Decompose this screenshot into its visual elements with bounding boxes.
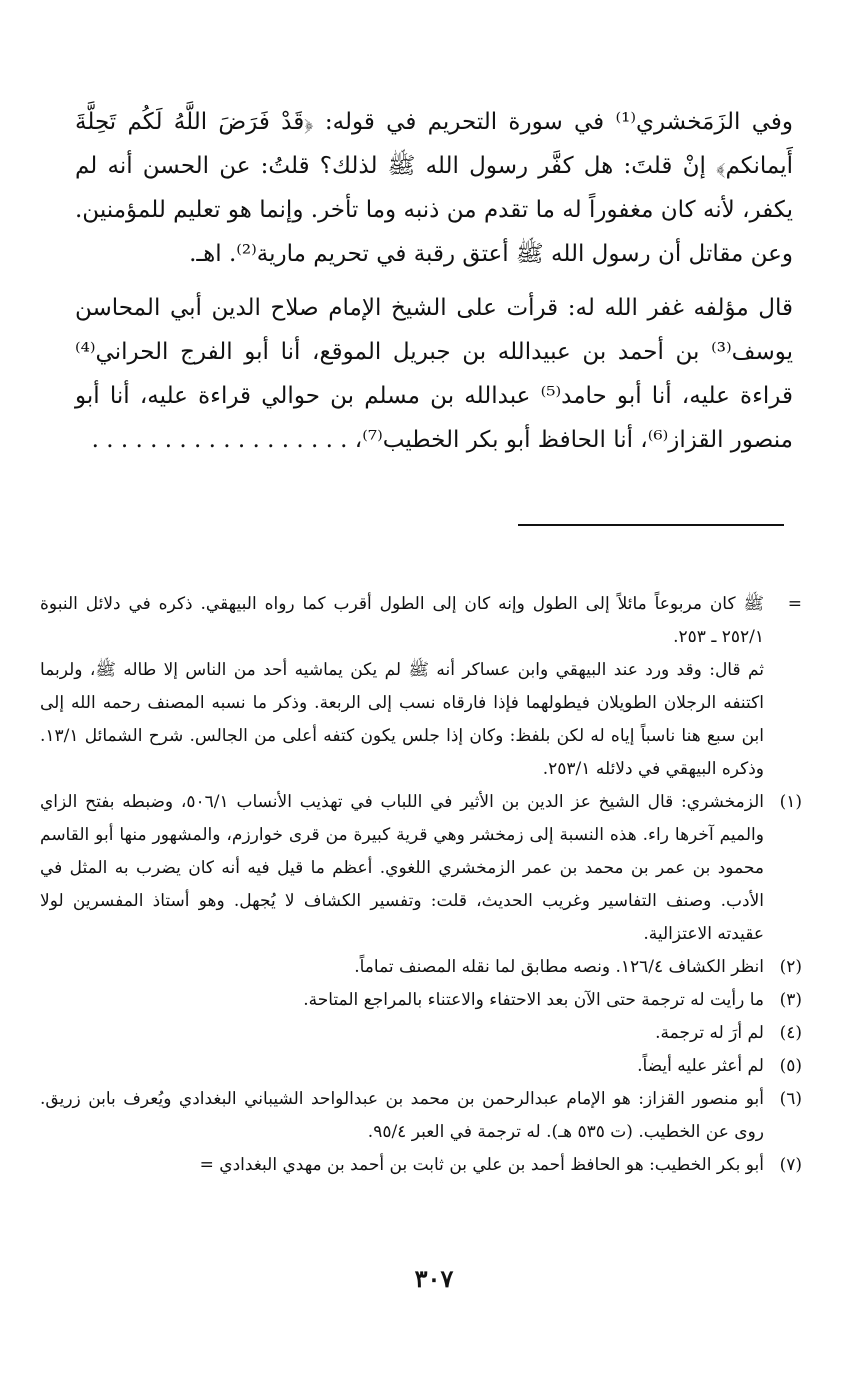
main-text [75,100,793,462]
footnote-marker: = [787,594,802,614]
footnote-number: (١) [779,792,802,812]
footnote-6 [40,1083,802,1149]
footnote-divider [518,524,784,526]
footnote-number: (٦) [779,1089,802,1109]
footnote-text: الزمخشري: قال الشيخ عز الدين بن الأثير في اللباب في تهذيب الأنساب ٥٠٦/١، وضبطه بفتح الزاي والميم آخرها راء. هذه النسبة إلى زمخشر وهي قرية كبيرة من قرى خوارزم، والمشهور منها أبو القاسم محمود بن عمر بن محمد بن عمر الزمخشري اللغوي. أعظم ما قيل فيه أنه كان يضرب به المثل في الأدب. وصنف التفاسير وغريب الحديث، قلت: وتفسير الكشاف لا يُجهل. وهو أستاذ المفسرين لولا عقيدته الاعتزالية. [40,792,764,944]
footnote-number: (٧) [779,1155,802,1175]
footnote-number: (٥) [779,1056,802,1076]
footnote-7 [40,1149,802,1182]
footnote-number: (٤) [779,1023,802,1043]
footnote-4 [40,1017,802,1050]
main-paragraph-1: وفي الزَمَخشري⁽¹⁾ في سورة التحريم في قوله: ﴿قَدْ فَرَضَ اللَّهُ لَكُم تَحِلَّةَ أَيمانكم﴾ إنْ قلتَ: هل كفَّر رسول الله ﷺ لذلك؟ قلتُ: عن الحسن أنه لم يكفر، لأنه كان مغفوراً له ما تقدم من ذنبه وما تأخر. وإنما هو تعليم للمؤمنين. وعن مقاتل أن رسول الله ﷺ أعتق رقبة في تحريم مارية⁽²⁾. اهـ. [75,109,793,267]
footnote-text: لم أعثر عليه أيضاً. [637,1056,764,1076]
footnote-text: أبو منصور القزاز: هو الإمام عبدالرحمن بن محمد بن عبدالواحد الشيباني البغدادي ويُعرف بابن زريق. روى عن الخطيب. (ت ٥٣٥ هـ). له ترجمة في العبر ٩٥/٤. [40,1089,764,1142]
page-number: ٣٠٧ [414,1264,454,1293]
footnote-text: ﷺ كان مربوعاً مائلاً إلى الطول وإنه كان إلى الطول أقرب كما رواه البيهقي. ذكره في دلائل النبوة ٢٥٢/١ ـ ٢٥٣. [40,594,764,647]
footnote-continued [40,588,802,654]
footnote-text: ما رأيت له ترجمة حتى الآن بعد الاحتفاء والاعتناء بالمراجع المتاحة. [303,990,764,1010]
main-paragraph-2: قال مؤلفه غفر الله له: قرأت على الشيخ الإمام صلاح الدين أبي المحاسن يوسف⁽³⁾ بن أحمد بن عبيدالله بن جبريل الموقع، أنا أبو الفرج الحراني⁽⁴⁾ قراءة عليه، أنا أبو حامد⁽⁵⁾ عبدالله بن مسلم بن حوالي قراءة عليه، أنا أبو منصور القزاز⁽⁶⁾، أنا الحافظ أبو بكر الخطيب⁽⁷⁾، . . . . . . . . . . . . . . . . . . [75,295,793,453]
footnote-text: لم أرَ له ترجمة. [655,1023,764,1043]
footnote-5 [40,1050,802,1083]
footnote-number: (٢) [779,957,802,977]
footnote-3 [40,984,802,1017]
footnote-text: ثم قال: وقد ورد عند البيهقي وابن عساكر أنه ﷺ لم يكن يماشيه أحد من الناس إلا طاله ﷺ، ولربما اكتنفه الرجلان الطويلان فيطولهما فإذا فارقاه نسب إلى الربعة. وذكر ما نسبه المصنف رحمه الله إلى ابن سبع هنا ناسباً إياه له لكن بلفظ: وكان إذا جلس يكون كتفه أعلى من الجالس. شرح الشمائل ١٣/١. وذكره البيهقي في دلائله ٢٥٣/١. [40,660,764,779]
footnote-text: أبو بكر الخطيب: هو الحافظ أحمد بن علي بن ثابت بن أحمد بن مهدي البغدادي = [199,1155,764,1175]
footnote-2 [40,951,802,984]
footnote-continued-2 [40,654,802,786]
footnotes [40,588,802,1182]
footnote-1 [40,786,802,951]
footnote-text: انظر الكشاف ١٢٦/٤. ونصه مطابق لما نقله المصنف تماماً. [354,957,764,977]
footnote-number: (٣) [779,990,802,1010]
